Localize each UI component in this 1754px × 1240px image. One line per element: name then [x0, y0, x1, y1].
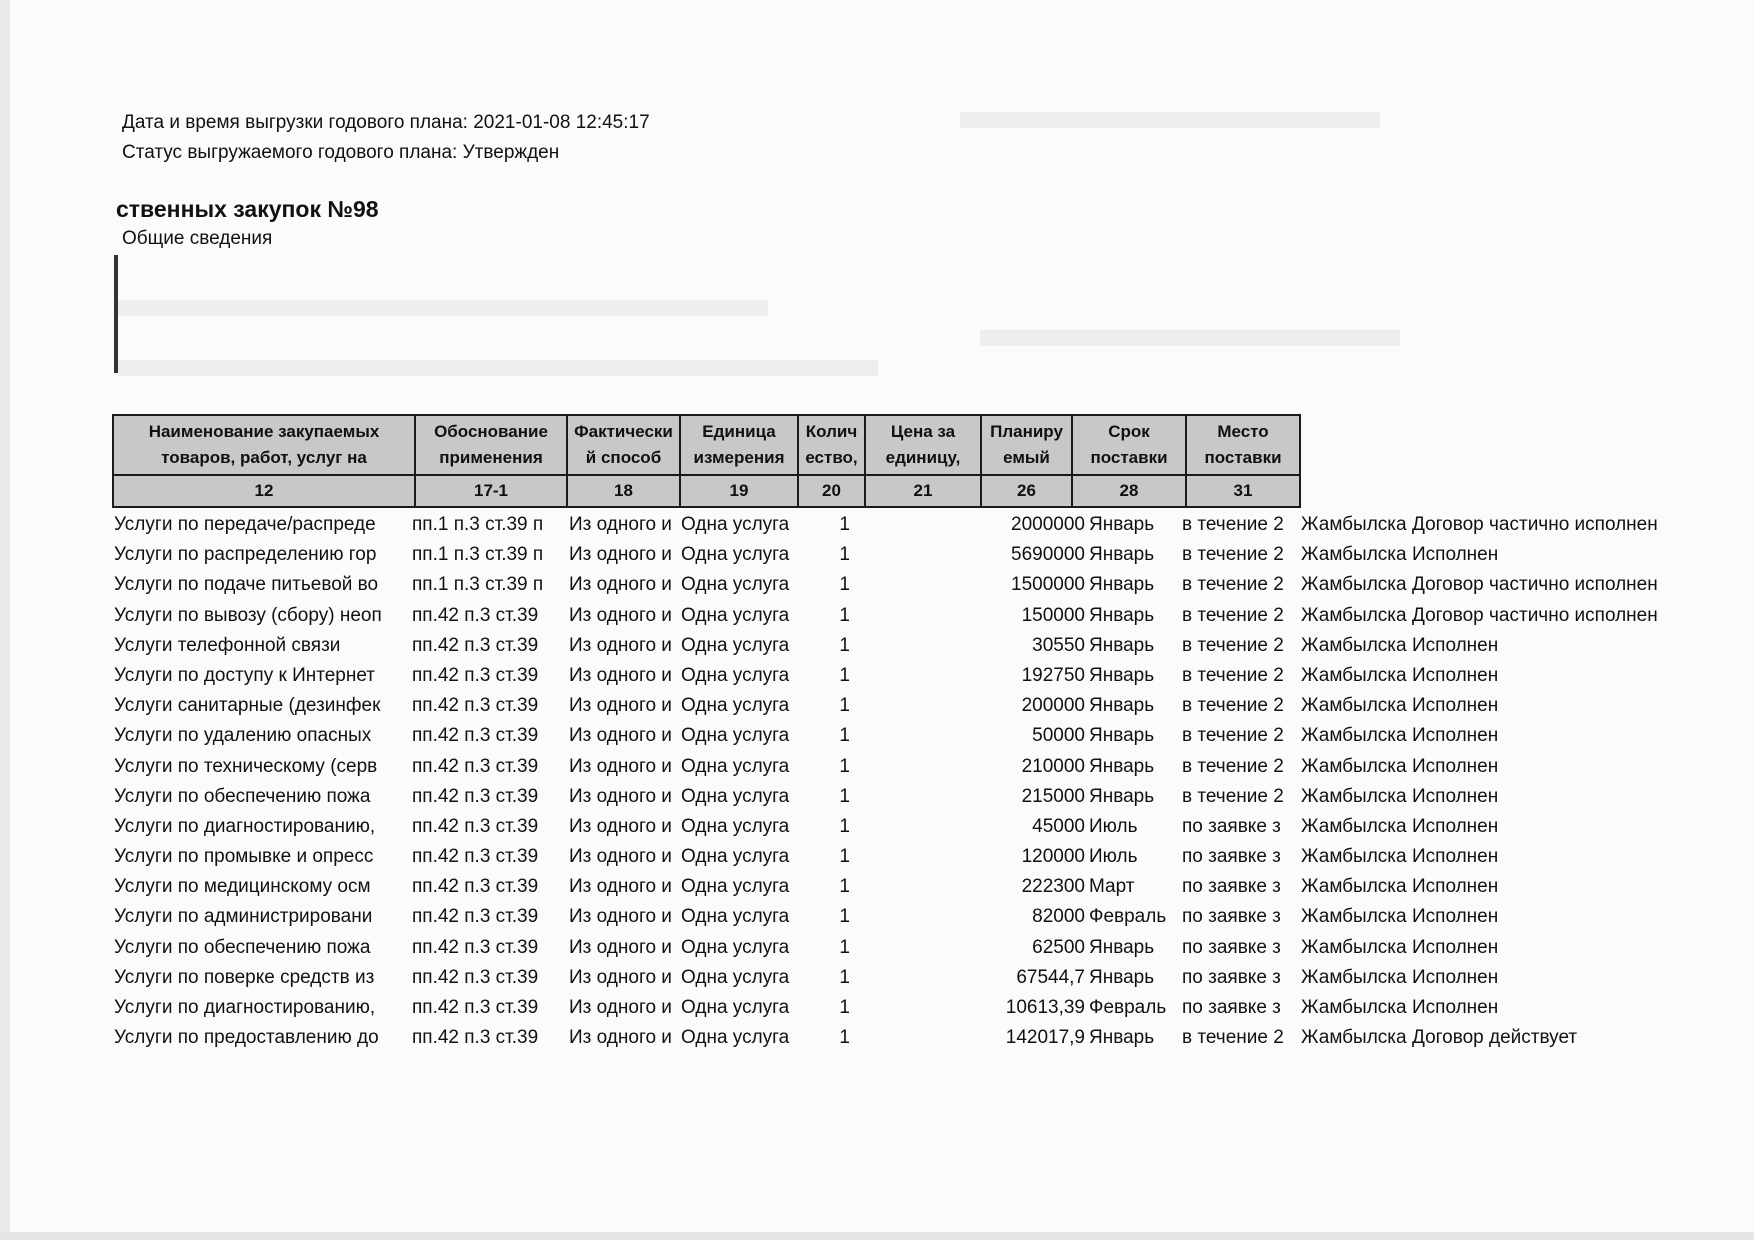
column-number: 17-1	[415, 475, 567, 507]
cell-quantity: 1	[839, 695, 850, 717]
cell-quantity: 1	[839, 544, 850, 566]
cell-delivery-place: Жамбылска	[1301, 997, 1407, 1018]
cell-planned-month: Февраль	[1089, 997, 1167, 1018]
cell-method: Из одного и	[569, 725, 672, 747]
cell-quantity: 1	[839, 876, 850, 898]
cell-delivery-term: в течение 2	[1182, 604, 1284, 626]
cell-basis: пп.1 п.3 ст.39 п	[412, 574, 544, 596]
cell-status: Исполнен	[1412, 997, 1499, 1018]
cell-unit: Одна услуга	[681, 755, 790, 777]
column-header-quantity: Колич ество,	[798, 415, 865, 475]
cell-method: Из одного и	[569, 936, 672, 958]
cell-quantity: 1	[839, 997, 850, 1018]
cell-delivery-term: по заявке з	[1182, 876, 1281, 898]
cell-basis: пп.42 п.3 ст.39	[412, 634, 539, 656]
cell-quantity: 1	[839, 574, 850, 596]
cell-price: 192750	[1021, 664, 1085, 686]
cell-status: Исполнен	[1412, 815, 1499, 837]
column-header-basis: Обоснование применения	[415, 415, 567, 475]
cell-planned-month: Январь	[1089, 514, 1155, 535]
cell-delivery-term: в течение 2	[1182, 544, 1284, 566]
cell-delivery-place: Жамбылска	[1301, 725, 1407, 747]
cell-quantity: 1	[839, 664, 850, 686]
cell-basis: пп.42 п.3 ст.39	[412, 997, 539, 1018]
cell-price: 50000	[1032, 725, 1085, 747]
cell-price: 215000	[1021, 785, 1085, 807]
cell-method: Из одного и	[569, 846, 672, 868]
cell-delivery-term: по заявке з	[1182, 966, 1281, 988]
cell-status: Исполнен	[1412, 664, 1499, 686]
cell-planned-month: Январь	[1089, 755, 1155, 777]
cell-price: 45000	[1032, 815, 1085, 837]
cell-status: Исполнен	[1412, 725, 1499, 747]
cell-delivery-place: Жамбылска	[1301, 604, 1407, 626]
cell-delivery-term: в течение 2	[1182, 514, 1284, 535]
cell-quantity: 1	[839, 936, 850, 958]
cell-planned-month: Январь	[1089, 695, 1155, 717]
cell-status: Исполнен	[1412, 785, 1499, 807]
cell-delivery-place: Жамбылска	[1301, 815, 1407, 837]
column-header-price: Цена за единицу,	[865, 415, 981, 475]
cell-delivery-place: Жамбылска	[1301, 514, 1407, 535]
cell-delivery-place: Жамбылска	[1301, 936, 1407, 958]
cell-method: Из одного и	[569, 664, 672, 686]
cell-price: 222300	[1021, 876, 1085, 898]
column-header-planned: Планиру емый	[981, 415, 1072, 475]
column-number: 20	[798, 475, 865, 507]
cell-quantity: 1	[839, 906, 850, 928]
cell-delivery-place: Жамбылска	[1301, 785, 1407, 807]
cell-price: 10613,39	[1005, 997, 1085, 1018]
cell-unit: Одна услуга	[681, 815, 790, 837]
cell-item-name: Услуги телефонной связи	[114, 634, 341, 656]
cell-status: Исполнен	[1412, 876, 1499, 898]
cell-delivery-term: в течение 2	[1182, 755, 1284, 777]
cell-method: Из одного и	[569, 966, 672, 988]
cell-item-name: Услуги по обеспечению пожа	[114, 785, 371, 807]
column-number: 19	[680, 475, 798, 507]
cell-basis: пп.42 п.3 ст.39	[412, 936, 539, 958]
cell-quantity: 1	[839, 785, 850, 807]
cell-method: Из одного и	[569, 544, 672, 566]
cell-basis: пп.42 п.3 ст.39	[412, 785, 539, 807]
cell-price: 1500000	[1011, 574, 1085, 596]
cell-quantity: 1	[839, 725, 850, 747]
cell-unit: Одна услуга	[681, 846, 790, 868]
cell-item-name: Услуги по диагностированию,	[114, 997, 376, 1018]
cell-quantity: 1	[839, 966, 850, 988]
cell-unit: Одна услуга	[681, 725, 790, 747]
cell-unit: Одна услуга	[681, 997, 790, 1018]
cell-unit: Одна услуга	[681, 544, 790, 566]
cell-method: Из одного и	[569, 695, 672, 717]
cell-price: 200000	[1021, 695, 1085, 717]
cell-price: 82000	[1032, 906, 1085, 928]
cell-planned-month: Январь	[1089, 574, 1155, 596]
cell-status: Исполнен	[1412, 634, 1499, 656]
cell-planned-month: Февраль	[1089, 906, 1167, 928]
cell-delivery-place: Жамбылска	[1301, 966, 1407, 988]
cell-unit: Одна услуга	[681, 604, 790, 626]
cell-item-name: Услуги по администрировани	[114, 906, 373, 928]
cell-price: 2000000	[1011, 514, 1085, 535]
cell-status: Договор действует	[1412, 1027, 1578, 1049]
cell-status: Исполнен	[1412, 936, 1499, 958]
export-datetime: Дата и время выгрузки годового плана: 2021-01-08 12:45:17	[122, 112, 650, 133]
cell-status: Исполнен	[1412, 695, 1499, 717]
cell-basis: пп.42 п.3 ст.39	[412, 725, 539, 747]
cell-status: Исполнен	[1412, 966, 1499, 988]
cell-basis: пп.42 п.3 ст.39	[412, 604, 539, 626]
cell-planned-month: Январь	[1089, 634, 1155, 656]
cell-price: 150000	[1021, 604, 1085, 626]
column-header-name: Наименование закупаемых товаров, работ, услуг на	[113, 415, 415, 475]
cell-planned-month: Январь	[1089, 604, 1155, 626]
cell-price: 120000	[1021, 846, 1085, 868]
cell-planned-month: Январь	[1089, 1027, 1155, 1049]
cell-method: Из одного и	[569, 876, 672, 898]
cell-delivery-place: Жамбылска	[1301, 664, 1407, 686]
cell-item-name: Услуги по предоставлению до	[114, 1027, 379, 1049]
scan-bottom-edge	[0, 1232, 1754, 1240]
cell-method: Из одного и	[569, 815, 672, 837]
cell-price: 210000	[1021, 755, 1085, 777]
cell-basis: пп.42 п.3 ст.39	[412, 815, 539, 837]
cell-planned-month: Январь	[1089, 544, 1155, 566]
cell-delivery-term: в течение 2	[1182, 785, 1284, 807]
cell-status: Исполнен	[1412, 755, 1499, 777]
cell-status: Исполнен	[1412, 544, 1499, 566]
column-number: 12	[113, 475, 415, 507]
cell-item-name: Услуги по подаче питьевой во	[114, 574, 379, 596]
cell-method: Из одного и	[569, 1027, 672, 1049]
cell-basis: пп.42 п.3 ст.39	[412, 966, 539, 988]
export-status: Статус выгружаемого годового плана: Утвержден	[122, 142, 560, 163]
cell-delivery-term: в течение 2	[1182, 574, 1284, 596]
column-number: 21	[865, 475, 981, 507]
scan-left-edge	[0, 0, 10, 1240]
cell-delivery-place: Жамбылска	[1301, 695, 1407, 717]
cell-status: Договор частично исполнен	[1412, 604, 1658, 626]
cell-delivery-place: Жамбылска	[1301, 1027, 1407, 1049]
cell-method: Из одного и	[569, 906, 672, 928]
cell-item-name: Услуги по распределению гор	[114, 544, 377, 566]
cell-unit: Одна услуга	[681, 966, 790, 988]
column-header-place: Место поставки	[1186, 415, 1300, 475]
cell-delivery-place: Жамбылска	[1301, 634, 1407, 656]
cell-delivery-place: Жамбылска	[1301, 906, 1407, 928]
column-header-method: Фактически й способ	[567, 415, 680, 475]
plan-table-header	[112, 414, 1301, 508]
cell-delivery-place: Жамбылска	[1301, 846, 1407, 868]
cell-planned-month: Январь	[1089, 785, 1155, 807]
cell-quantity: 1	[839, 815, 850, 837]
column-header-term: Срок поставки	[1072, 415, 1186, 475]
cell-basis: пп.42 п.3 ст.39	[412, 1027, 539, 1049]
cell-unit: Одна услуга	[681, 574, 790, 596]
cell-delivery-term: в течение 2	[1182, 664, 1284, 686]
cell-unit: Одна услуга	[681, 906, 790, 928]
cell-unit: Одна услуга	[681, 876, 790, 898]
cell-price: 30550	[1032, 634, 1085, 656]
cell-quantity: 1	[839, 514, 850, 535]
cell-item-name: Услуги по медицинскому осм	[114, 876, 371, 898]
cell-unit: Одна услуга	[681, 514, 790, 535]
cell-delivery-term: в течение 2	[1182, 1027, 1284, 1049]
cell-planned-month: Июль	[1089, 815, 1138, 837]
cell-delivery-term: по заявке з	[1182, 997, 1281, 1018]
cell-delivery-place: Жамбылска	[1301, 755, 1407, 777]
cell-method: Из одного и	[569, 755, 672, 777]
cell-unit: Одна услуга	[681, 634, 790, 656]
cell-item-name: Услуги по передаче/распреде	[114, 514, 376, 535]
cell-basis: пп.42 п.3 ст.39	[412, 695, 539, 717]
document-title: ственных закупок №98	[116, 196, 379, 222]
cell-basis: пп.1 п.3 ст.39 п	[412, 514, 544, 535]
cell-item-name: Услуги по диагностированию,	[114, 815, 376, 837]
cell-delivery-place: Жамбылска	[1301, 876, 1407, 898]
cell-item-name: Услуги по вывозу (сбору) неоп	[114, 604, 382, 626]
cell-basis: пп.42 п.3 ст.39	[412, 755, 539, 777]
cell-item-name: Услуги по доступу к Интернет	[114, 664, 375, 686]
cell-planned-month: Январь	[1089, 936, 1155, 958]
column-number: 26	[981, 475, 1072, 507]
cell-delivery-term: в течение 2	[1182, 634, 1284, 656]
cell-method: Из одного и	[569, 785, 672, 807]
column-number: 28	[1072, 475, 1186, 507]
cell-basis: пп.1 п.3 ст.39 п	[412, 544, 544, 566]
cell-status: Исполнен	[1412, 846, 1499, 868]
cell-delivery-place: Жамбылска	[1301, 574, 1407, 596]
cell-item-name: Услуги по удалению опасных	[114, 725, 372, 747]
cell-status: Договор частично исполнен	[1412, 514, 1658, 535]
cell-delivery-term: по заявке з	[1182, 936, 1281, 958]
cell-planned-month: Январь	[1089, 966, 1155, 988]
cell-item-name: Услуги санитарные (дезинфек	[114, 695, 381, 717]
cell-quantity: 1	[839, 1027, 850, 1049]
column-number: 18	[567, 475, 680, 507]
cell-planned-month: Январь	[1089, 725, 1155, 747]
cell-quantity: 1	[839, 846, 850, 868]
cell-price: 5690000	[1011, 544, 1085, 566]
cell-method: Из одного и	[569, 604, 672, 626]
cell-delivery-term: по заявке з	[1182, 846, 1281, 868]
cell-basis: пп.42 п.3 ст.39	[412, 664, 539, 686]
column-number: 31	[1186, 475, 1300, 507]
cell-item-name: Услуги по промывке и опресс	[114, 846, 374, 868]
cell-delivery-place: Жамбылска	[1301, 544, 1407, 566]
cell-item-name: Услуги по поверке средств из	[114, 966, 375, 988]
cell-method: Из одного и	[569, 574, 672, 596]
cell-delivery-term: в течение 2	[1182, 725, 1284, 747]
cell-price: 142017,9	[1005, 1027, 1085, 1049]
cell-method: Из одного и	[569, 997, 672, 1018]
cell-item-name: Услуги по обеспечению пожа	[114, 936, 371, 958]
cell-planned-month: Январь	[1089, 664, 1155, 686]
cell-quantity: 1	[839, 755, 850, 777]
cell-method: Из одного и	[569, 634, 672, 656]
cell-quantity: 1	[839, 634, 850, 656]
cell-unit: Одна услуга	[681, 936, 790, 958]
cell-delivery-term: по заявке з	[1182, 906, 1281, 928]
cell-unit: Одна услуга	[681, 695, 790, 717]
cell-price: 62500	[1032, 936, 1085, 958]
cell-basis: пп.42 п.3 ст.39	[412, 876, 539, 898]
cell-unit: Одна услуга	[681, 664, 790, 686]
cell-planned-month: Март	[1089, 876, 1135, 898]
cell-status: Договор частично исполнен	[1412, 574, 1658, 596]
cell-price: 67544,7	[1016, 966, 1085, 988]
margin-bar	[114, 255, 118, 373]
cell-basis: пп.42 п.3 ст.39	[412, 846, 539, 868]
cell-quantity: 1	[839, 604, 850, 626]
cell-status: Исполнен	[1412, 906, 1499, 928]
cell-item-name: Услуги по техническому (серв	[114, 755, 378, 777]
column-header-unit: Единица измерения	[680, 415, 798, 475]
cell-planned-month: Июль	[1089, 846, 1138, 868]
section-subtitle: Общие сведения	[122, 228, 273, 249]
cell-unit: Одна услуга	[681, 1027, 790, 1049]
cell-delivery-term: по заявке з	[1182, 815, 1281, 837]
cell-delivery-term: в течение 2	[1182, 695, 1284, 717]
cell-method: Из одного и	[569, 514, 672, 535]
cell-basis: пп.42 п.3 ст.39	[412, 906, 539, 928]
cell-unit: Одна услуга	[681, 785, 790, 807]
